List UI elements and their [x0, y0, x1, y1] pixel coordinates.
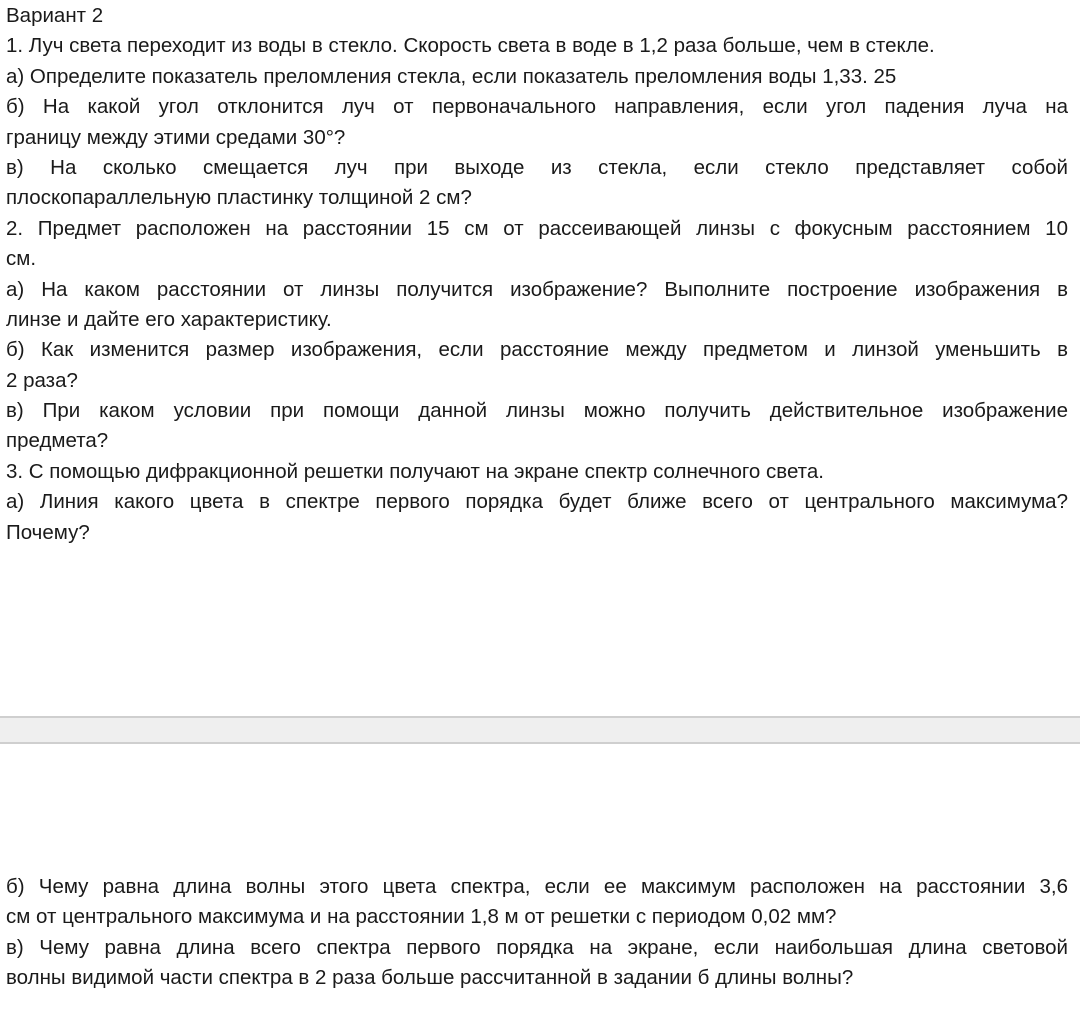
page-separator	[0, 716, 1080, 744]
task-3v-line-2: волны видимой части спектра в 2 раза больше рассчитанной в задании б длины волны?	[6, 966, 854, 990]
task-3v-line-1: в) Чему равна длина всего спектра первого порядка на экране, если наибольшая длина световой	[6, 935, 1068, 959]
task-2a-line-1: а) На каком расстоянии от линзы получится изображение? Выполните построение изображения в	[6, 277, 1068, 301]
variant-heading: Вариант 2	[6, 4, 104, 27]
document-page-top	[6, 1, 1068, 548]
task-3a-line-2: Почему?	[6, 520, 90, 544]
task-2-statement-line-2: см.	[6, 247, 37, 271]
task-3a-line-1: а) Линия какого цвета в спектре первого порядка будет ближе всего от центрального максимума?	[6, 490, 1068, 514]
task-2a-line-2: линзе и дайте его характеристику.	[6, 307, 332, 331]
task-1b-line-2: границу между этими средами 30°?	[6, 125, 346, 149]
document-page-bottom	[6, 872, 1068, 994]
task-2b-line-1: б) Как изменится размер изображения, если расстояние между предметом и линзой уменьшить в	[6, 338, 1068, 362]
task-2v-line-2: предмета?	[6, 429, 109, 453]
task-1-statement: 1. Луч света переходит из воды в стекло. Скорость света в воде в 1,2 раза больше, чем в стекле.	[6, 34, 935, 58]
task-3b-line-2: см от центрального максимума и на расстоянии 1,8 м от решетки с периодом 0,02 мм?	[6, 905, 837, 929]
task-3b-line-1: б) Чему равна длина волны этого цвета спектра, если ее максимум расположен на расстоянии 3,6	[6, 875, 1068, 898]
task-1a: а) Определите показатель преломления стекла, если показатель преломления воды 1,33. 25	[6, 64, 897, 88]
task-1b-line-1: б) На какой угол отклонится луч от первоначального направления, если угол падения луча на	[6, 95, 1068, 119]
task-2v-line-1: в) При каком условии при помощи данной линзы можно получить действительное изображение	[6, 399, 1068, 423]
task-2b-line-2: 2 раза?	[6, 368, 78, 392]
task-1v-line-2: плоскопараллельную пластинку толщиной 2 см?	[6, 186, 472, 210]
task-1v-line-1: в) На сколько смещается луч при выходе из стекла, если стекло представляет собой	[6, 155, 1068, 179]
task-3-statement: 3. С помощью дифракционной решетки получают на экране спектр солнечного света.	[6, 459, 824, 483]
task-2-statement-line-1: 2. Предмет расположен на расстоянии 15 см от рассеивающей линзы с фокусным расстоянием 10	[6, 216, 1068, 240]
